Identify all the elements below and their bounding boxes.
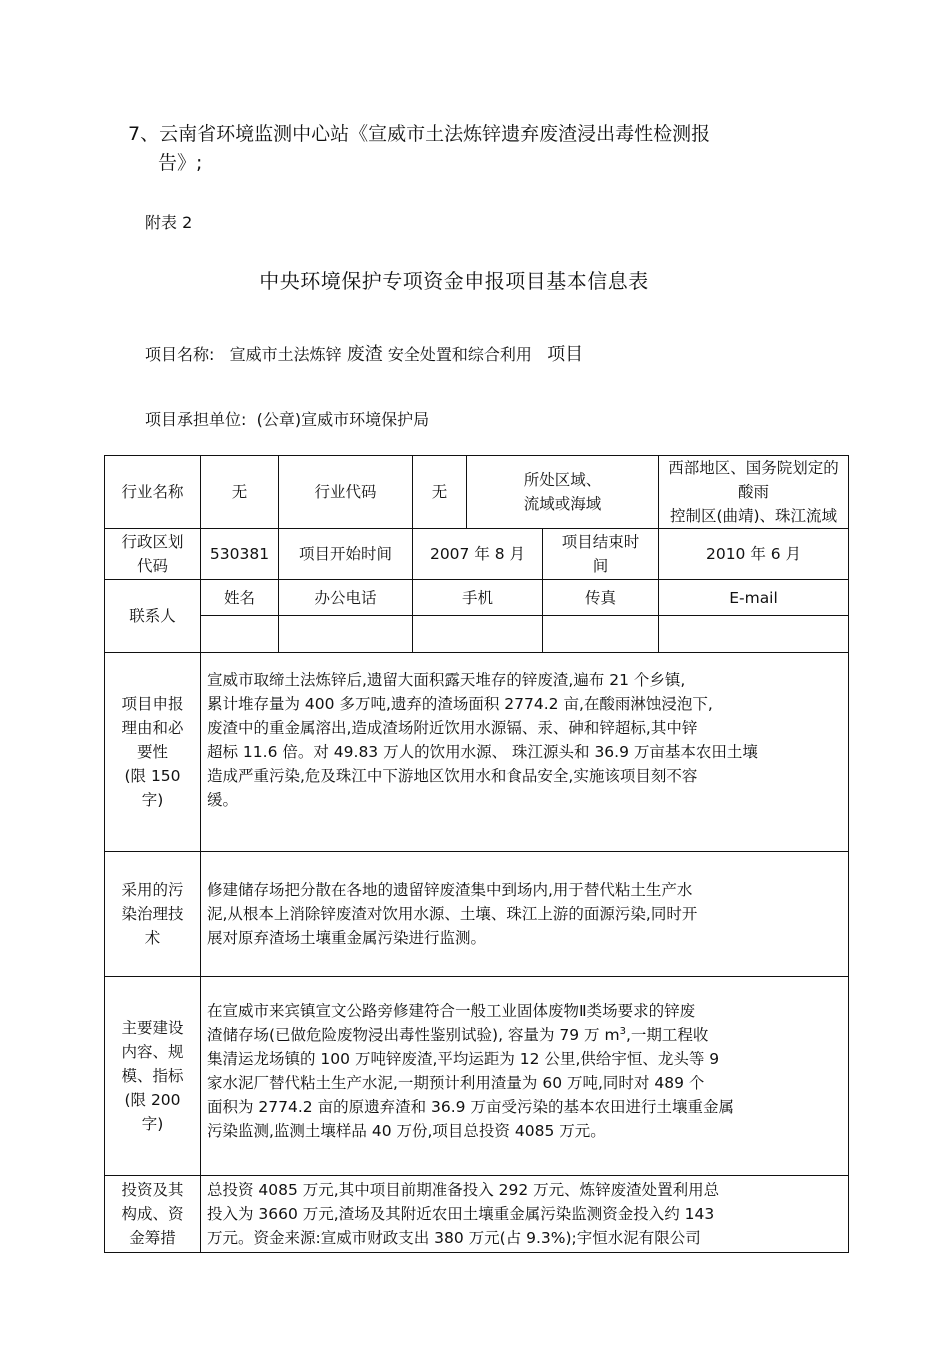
admin-code-label — [105, 529, 201, 580]
region-label — [467, 456, 659, 529]
reason-label-line: 字) — [141, 791, 164, 809]
region-value-line2: 控制区(曲靖)、珠江流域 — [669, 507, 838, 525]
reason-text-line: 宣威市取缔土法炼锌后,遗留大面积露天堆存的锌废渣,遍布 21 个乡镇, — [207, 671, 686, 689]
item7-line2: 告》; — [158, 152, 203, 174]
project-name-part2: 废渣 — [346, 344, 383, 365]
scope-text-line: 污染监测,监测土壤样品 40 万份,项目总投资 4085 万元。 — [207, 1122, 606, 1140]
scope-text-line: 在宣威市来宾镇宣文公路旁修建符合一般工业固体废物Ⅱ类场要求的锌废 — [207, 1002, 696, 1020]
reason-text-line: 累计堆存量为 400 多万吨,遗弃的渣场面积 2774.2 亩,在酸雨淋蚀浸泡下, — [207, 695, 713, 713]
end-time-label — [543, 529, 659, 580]
reason-label-line: (限 150 — [124, 767, 181, 785]
region-value-line1: 西部地区、国务院划定的酸雨 — [668, 459, 839, 501]
scope-label-line: 内容、规 — [121, 1043, 184, 1061]
table-row — [105, 616, 849, 653]
invest-text — [201, 1176, 849, 1253]
project-unit-label: 项目承担单位: — [145, 410, 247, 429]
end-time-label-line2: 间 — [592, 557, 609, 575]
scope-label — [105, 977, 201, 1176]
industry-name-value: 无 — [201, 456, 279, 529]
invest-text-line: 万元。资金来源:宣威市财政支出 380 万元(占 9.3%);宇恒水泥有限公司 — [207, 1229, 701, 1247]
start-time-label: 项目开始时间 — [279, 529, 413, 580]
info-table — [104, 455, 849, 1253]
invest-label — [105, 1176, 201, 1253]
admin-code-value: 530381 — [201, 529, 279, 580]
scope-text — [201, 977, 849, 1176]
region-value — [659, 456, 849, 529]
reason-text-line: 缓。 — [207, 791, 239, 809]
contact-header-fax: 传真 — [543, 580, 659, 616]
contact-header-email: E-mail — [659, 580, 849, 616]
reason-text-line: 废渣中的重金属溶出,造成渣场附近饮用水源镉、汞、砷和锌超标,其中锌 — [207, 719, 698, 737]
reason-label-line: 要性 — [136, 743, 168, 761]
admin-code-label-line1: 行政区划 — [121, 533, 184, 551]
tech-text-line: 展对原弃渣场土壤重金属污染进行监测。 — [207, 929, 487, 947]
reason-label-line: 项目申报 — [121, 695, 184, 713]
table-row — [105, 1176, 849, 1253]
invest-text-line: 投入为 3660 万元,渣场及其附近农田土壤重金属污染监测资金投入约 143 — [207, 1205, 715, 1223]
tech-text — [201, 852, 849, 977]
admin-code-label-line2: 代码 — [136, 557, 168, 575]
reason-label-line: 理由和必 — [121, 719, 184, 737]
item7-line1: 7、云南省环境监测中心站《宣威市土法炼锌遗弃废渣浸出毒性检测报 — [128, 123, 711, 145]
tech-label-line: 染治理技 — [121, 905, 184, 923]
industry-code-value: 无 — [413, 456, 467, 529]
scope-text-line: 家水泥厂替代粘土生产水泥,一期预计利用渣量为 60 万吨,同时对 489 个 — [207, 1074, 705, 1092]
project-name-part4: 项目 — [547, 344, 584, 365]
contact-name-value — [201, 616, 279, 653]
page-title: 中央环境保护专项资金申报项目基本信息表 — [259, 269, 649, 293]
scope-label-line: 模、指标 — [121, 1067, 184, 1085]
project-name-label: 项目名称: — [145, 345, 215, 364]
scope-label-line: 字) — [141, 1115, 164, 1133]
invest-label-line: 投资及其 — [121, 1181, 184, 1199]
contact-header-name: 姓名 — [201, 580, 279, 616]
reason-text-line: 超标 11.6 倍。对 49.83 万人的饮用水源、 珠江源头和 36.9 万亩基本农田土壤 — [207, 743, 758, 761]
contact-email-value — [659, 616, 849, 653]
contact-header-mobile: 手机 — [413, 580, 543, 616]
project-name-part3: 安全处置和综合利用 — [387, 345, 532, 364]
scope-label-line: 主要建设 — [121, 1019, 184, 1037]
project-name-part1: 宣威市土法炼锌 — [229, 345, 342, 364]
contact-fax-value — [543, 616, 659, 653]
tech-text-line: 泥,从根本上消除锌废渣对饮用水源、土壤、珠江上游的面源污染,同时开 — [207, 905, 698, 923]
tech-label-line: 采用的污 — [121, 881, 184, 899]
contact-header-office-phone: 办公电话 — [279, 580, 413, 616]
industry-name-label: 行业名称 — [105, 456, 201, 529]
invest-label-line: 构成、资 — [121, 1205, 184, 1223]
invest-text-line: 总投资 4085 万元,其中项目前期准备投入 292 万元、炼锌废渣处置利用总 — [207, 1181, 720, 1199]
invest-label-line: 金筹措 — [129, 1229, 176, 1247]
region-label-line2: 流域或海域 — [523, 495, 602, 513]
end-time-label-line1: 项目结束时 — [561, 533, 640, 551]
scope-text-line: 集清运龙场镇的 100 万吨锌废渣,平均运距为 12 公里,供给宇恒、龙头等 9 — [207, 1050, 720, 1068]
list-item-7 — [128, 120, 808, 178]
scope-text-line — [207, 1023, 842, 1047]
scope-line2-a: 渣储存场(已做危险废物浸出毒性鉴别试验), 容量为 79 万 m — [207, 1026, 620, 1044]
start-time-value: 2007 年 8 月 — [413, 529, 543, 580]
table-row — [105, 977, 849, 1176]
contact-label: 联系人 — [105, 580, 201, 653]
table-row — [105, 653, 849, 852]
table-row — [105, 529, 849, 580]
end-time-value: 2010 年 6 月 — [659, 529, 849, 580]
region-label-line1: 所处区域、 — [523, 471, 602, 489]
tech-label — [105, 852, 201, 977]
appendix-label: 附表 2 — [145, 213, 193, 232]
table-row — [105, 580, 849, 616]
industry-code-label: 行业代码 — [279, 456, 413, 529]
scope-text-line: 面积为 2774.2 亩的原遗弃渣和 36.9 万亩受污染的基本农田进行土壤重金属 — [207, 1098, 734, 1116]
contact-mobile-value — [413, 616, 543, 653]
project-unit-value: (公章)宣威市环境保护局 — [256, 410, 430, 429]
project-unit-line — [145, 407, 429, 430]
contact-office-phone-value — [279, 616, 413, 653]
table-row — [105, 852, 849, 977]
project-name-line — [145, 340, 583, 366]
reason-text — [201, 653, 849, 852]
scope-label-line: (限 200 — [124, 1091, 181, 1109]
reason-text-line: 造成严重污染,危及珠江中下游地区饮用水和食品安全,实施该项目刻不容 — [207, 767, 698, 785]
tech-text-line: 修建储存场把分散在各地的遗留锌废渣集中到场内,用于替代粘土生产水 — [207, 881, 693, 899]
scope-line2-sup: 3 — [619, 1025, 626, 1037]
tech-label-line: 术 — [144, 929, 161, 947]
scope-line2-b: ,一期工程收 — [625, 1026, 709, 1044]
reason-label — [105, 653, 201, 852]
table-row — [105, 456, 849, 529]
